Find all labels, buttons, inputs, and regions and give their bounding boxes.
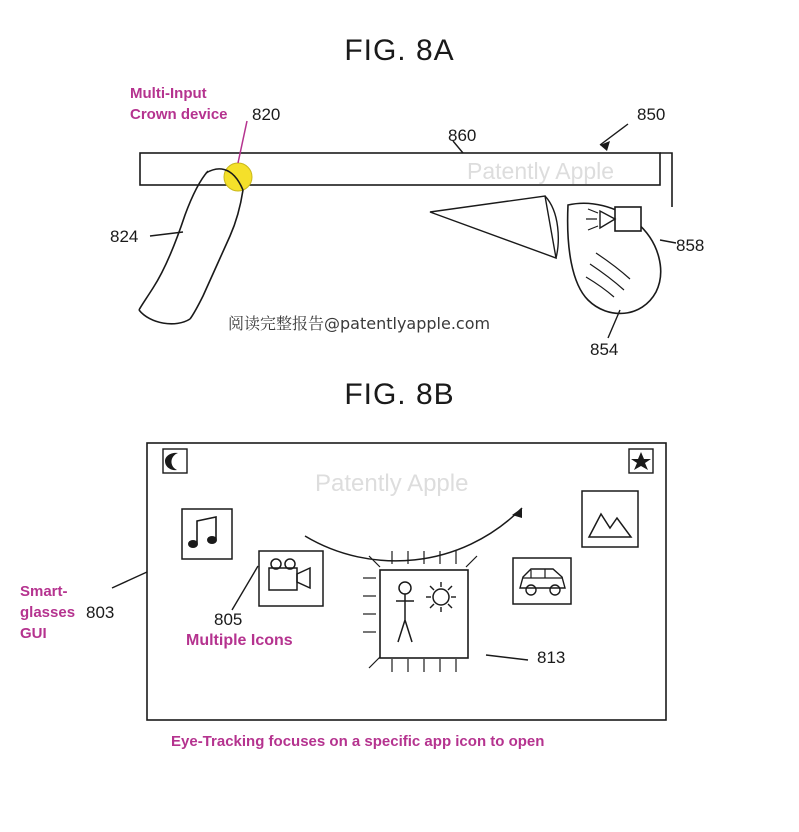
music-icon[interactable] [182,509,232,559]
finger-outline-left [139,171,208,310]
multi-input-crown-dot[interactable] [224,163,252,191]
fig-8a-group [139,121,676,338]
ref-813: 813 [537,648,566,667]
figure-8b-caption: Eye-Tracking focuses on a specific app icon to open [171,733,545,750]
ref-854: 854 [590,340,619,359]
leader-850 [600,124,628,145]
leader-850-arrowhead [600,141,610,151]
photos-icon[interactable] [582,491,638,547]
finger-outline-right [190,190,243,319]
leader-858 [660,240,676,243]
ref-824: 824 [110,227,139,246]
multiple-icons-label: Multiple Icons [186,632,293,649]
crown-label-line2: Crown device [130,106,228,123]
eye-detail-line-3 [586,277,614,297]
watermark-bottom: Patently Apple [315,470,469,497]
figure-8b-title: FIG. 8B [344,378,455,411]
sensor-block [615,207,641,231]
ref-850: 850 [637,105,666,124]
gui-label-line2: glasses [20,604,76,621]
person-weather-icon[interactable] [380,570,468,658]
ref-858: 858 [676,236,705,255]
fig-8b-group [112,443,666,720]
video-camera-body [269,568,297,590]
leader-803 [112,572,147,588]
crown-label-line1: Multi-Input [130,85,207,102]
ref-803: 803 [86,603,115,622]
ref-820: 820 [252,105,281,124]
finger-tip-curve [139,310,190,324]
leader-854 [608,310,620,338]
ref-860: 860 [448,126,477,145]
watermark-top: Patently Apple [467,158,615,184]
music-icon-note-2 [207,536,217,544]
sensor-rays [586,209,598,230]
gaze-cone [430,196,556,258]
music-icon-note-1 [188,540,198,548]
ref-805: 805 [214,610,243,629]
watermark-chinese: 阅读完整报告@patentlyapple.com [228,314,491,333]
figure-8a-title: FIG. 8A [344,34,455,67]
eye-detail-line-2 [590,264,624,290]
sensor-beam-triangle [600,211,615,228]
gui-label-line3: GUI [20,625,47,642]
eye-detail-line-1 [596,253,630,279]
glasses-temple-edge [660,153,672,207]
gui-label-line1: Smart- [20,583,68,600]
